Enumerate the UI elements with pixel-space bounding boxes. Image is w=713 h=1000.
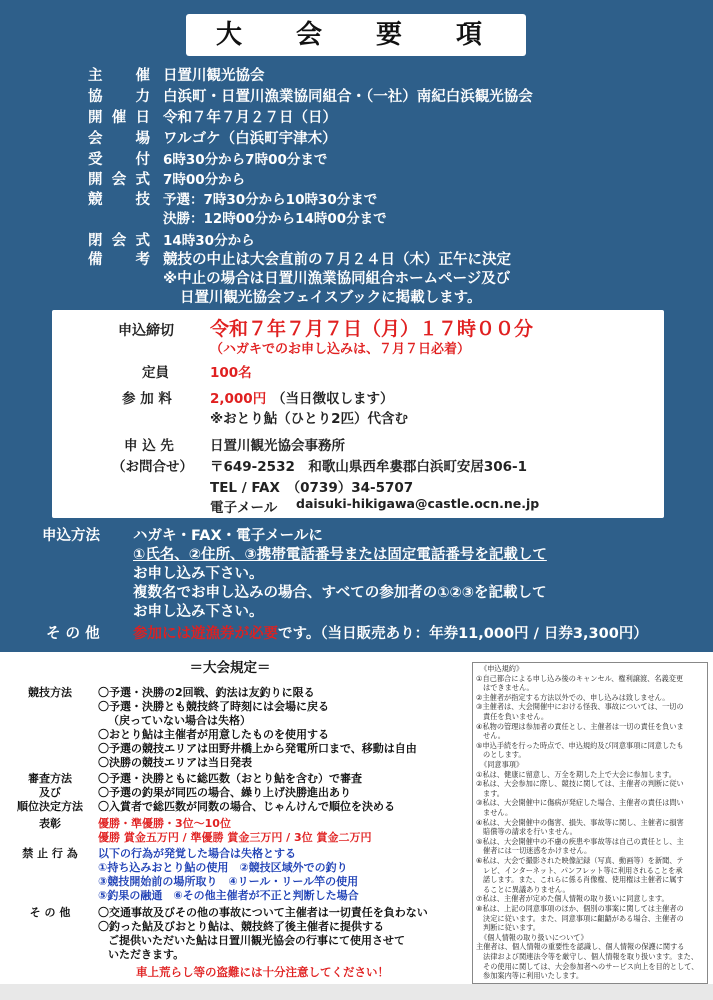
terms-line: 法律および関連法令等を厳守し、個人情報を取り扱います。また、 [483, 952, 699, 961]
info-label: 協 力 [88, 89, 150, 105]
contact-email: daisuki-hikigawa@castle.ocn.ne.jp [296, 496, 540, 511]
rules-label: そ の 他 [29, 906, 71, 919]
terms-line: 賠償等の請求を行いません。 [483, 827, 577, 837]
terms-line: はできません。 [483, 683, 534, 693]
method-label: 申込方法 [42, 528, 100, 544]
contact-email-label: 電子メール [210, 500, 278, 516]
rule-line: 〇釣った鮎及びおとり鮎は、競技終了後主催者に提供する [98, 920, 384, 933]
info-value: 日置川観光協会 [163, 68, 265, 84]
terms-line: 《同意事項》 [480, 760, 524, 769]
capacity-label: 定員 [142, 365, 169, 381]
application-box [52, 310, 664, 518]
terms-line: 決定に従います。また、同意事項に齟齬がある場合、主催者の [483, 913, 684, 923]
terms-line: 催者には一切迷惑をかけません。 [483, 846, 592, 856]
terms-line: ることに異議ありません。 [483, 884, 570, 894]
info-value: ※中止の場合は日置川漁業協同組合ホームページ及び [163, 271, 511, 287]
contact-org: 日置川観光協会事務所 [210, 438, 345, 454]
terms-line: ⑦私は、主催者が定めた個人情報の取り扱いに同意します。 [476, 894, 669, 904]
terms-line: ②主催者が指定する方法以外での、申し込みは致しません。 [476, 692, 670, 702]
info-value: 6時30分から7時00分まで [163, 152, 328, 168]
terms-line: 参加案内等に利用いたします。 [483, 971, 584, 981]
rule-line: （戻っていない場合は失格） [108, 714, 251, 727]
info-row-cooperation [0, 85, 713, 107]
terms-line: ④私は、大会開催中の傷害、損失、事故等に関し、主催者に損害 [476, 817, 684, 827]
rule-line: 〇予選・決勝の2回戦、釣法は友釣りに限る [98, 686, 315, 699]
info-row-date [0, 106, 713, 128]
info-value: 14時30分から [163, 233, 255, 249]
terms-line: ①私は、健康に留意し、万全を期した上で大会に参加します。 [476, 769, 676, 779]
theft-warning: 車上荒らし等の盗難には十分注意してください！ [136, 965, 389, 979]
method-line-3: お申し込み下さい。 [133, 566, 264, 582]
info-value: 競技の中止は大会直前の７月２４日（木）正午に決定 [163, 252, 511, 268]
rules-label: 表彰 [39, 817, 61, 830]
prohibited-line: ⑤釣果の融通 ⑥その他主催者が不正と判断した場合 [98, 889, 359, 902]
rule-line: 〇予選・決勝とも競技終了時刻には会場に戻る [98, 700, 329, 713]
contact-label: 申 込 先 [124, 438, 174, 454]
info-value: 予選：7時30分から10時30分まで [163, 192, 378, 208]
terms-line: 《申込規約》 [480, 664, 524, 673]
fee-note: （当日徴収します） [272, 391, 394, 407]
method-line-2: ①氏名、②住所、③携帯電話番号または固定電話番号を記載して [133, 547, 547, 563]
terms-line: ます。 [483, 788, 504, 798]
terms-line: 責任を負いません。 [483, 712, 549, 721]
prohibited-line: ③競技開始前の場所取り ④リール・リール竿の使用 [98, 875, 359, 888]
terms-line: ③主催者は、大会開催中における怪我、事故については、一切の [476, 702, 684, 712]
fishing-ticket-price: です。（当日販売あり：年券11,000円 / 日券3,300円） [278, 626, 648, 642]
footer-band [0, 984, 713, 1000]
info-label: 受 付 [88, 152, 150, 168]
info-value: ワルゴケ（白浜町宇津木） [163, 131, 337, 147]
terms-line: ④私物の管理は参加者の責任とし、主催者は一切の責任を負いま [476, 721, 684, 731]
info-row-opening [0, 168, 713, 190]
rules-title: ＝大会規定＝ [189, 660, 271, 676]
info-label: 閉会式 [88, 233, 150, 249]
terms-line: ⑤私は、大会開催中の不慮の疾患や事故等は自己の責任とし、主 [476, 836, 684, 846]
fishing-ticket-warning: 参加には遊漁券が必要 [133, 626, 278, 642]
terms-line: 主催者は、個人情報の重要性を認識し、個人情報の保護に関する [476, 942, 685, 952]
award-line: 優勝・準優勝・3位～10位 [98, 817, 231, 830]
info-value: 令和７年７月２７日（日） [163, 110, 337, 126]
rules-label: 及び [39, 786, 61, 799]
rules-label: 競技方法 [28, 686, 72, 699]
terms-line: その使用に関しては、大会参加者へのサービス向上を目的として、 [483, 961, 699, 971]
contact-tel: TEL / FAX （0739）34-5707 [210, 480, 414, 496]
info-row-final [0, 207, 713, 229]
info-row-reception [0, 148, 713, 170]
deadline-label: 申込締切 [118, 323, 174, 339]
terms-line: レビ、インターネット、パンフレット等に利用されることを承 [483, 865, 683, 875]
rule-line: ご提供いただいた鮎は日置川観光協会の行事にて使用させて [108, 934, 405, 947]
info-row-host [0, 64, 713, 86]
contact-label-2: （お問合せ） [112, 459, 193, 475]
rule-line: 〇おとり鮎は主催者が用意したものを使用する [98, 728, 329, 741]
fee-amount: 2,000円 [210, 391, 267, 407]
method-line-5: お申し込み下さい。 [133, 604, 264, 620]
info-label: 開会式 [88, 172, 150, 188]
info-label: 会 場 [88, 131, 150, 147]
terms-line: ①自己都合による申し込み後のキャンセル、権利譲渡、名義変更 [476, 673, 684, 683]
terms-line: ⑤申込手続を行った時点で、申込規約及び同意事項に同意したも [476, 740, 684, 750]
capacity-value: 100名 [210, 365, 252, 381]
info-value: 決勝：12時00分から14時00分まで [163, 211, 387, 227]
rules-label: 禁 止 行 為 [22, 847, 78, 860]
info-row-venue [0, 127, 713, 149]
terms-line: ②私は、大会参加に際し、競技に関しては、主催者の判断に従い [476, 779, 684, 789]
terms-line: 諾します。また、これらに係る肖像権、使用権は主催者に属す [483, 875, 684, 885]
rule-line: 〇決勝の競技エリアは当日発表 [98, 756, 252, 769]
rule-line: 〇交通事故及びその他の事故について主催者は一切責任を負わない [98, 906, 428, 919]
deadline-value: 令和７年７月７日（月）１７時００分 [210, 318, 534, 340]
terms-line: ⑧私は、上記の同意事項のほか、個別の事案に関しては主催者の [476, 904, 684, 913]
rules-label: 順位決定方法 [17, 800, 83, 813]
terms-line: 《個人情報の取り扱いについて》 [480, 932, 588, 942]
terms-line: せん。 [483, 731, 505, 741]
terms-line: ⑥私は、大会で撮影された映像記録（写真、動画等）を新聞、テ [476, 856, 684, 865]
prohibited-line: 以下の行為が発覚した場合は失格とする [98, 847, 296, 860]
terms-line: 判断に従います。 [483, 923, 540, 933]
terms-line: ません。 [483, 808, 513, 817]
rule-line: 〇予選・決勝ともに総匹数（おとり鮎を含む）で審査 [98, 772, 362, 785]
other-label: そ の 他 [46, 626, 100, 642]
method-line-4: 複数名でお申し込みの場合、すべての参加者の①②③を記載して [133, 585, 547, 601]
info-value: 7時00分から [163, 172, 246, 188]
contact-address: 〒649-2532 和歌山県西牟婁郡白浜町安居306-1 [210, 459, 528, 475]
rules-label: 審査方法 [28, 772, 72, 785]
info-label: 備 考 [88, 252, 150, 268]
rule-line: 〇入賞者で総匹数が同数の場合、じゃんけんで順位を決める [98, 800, 395, 813]
info-value: 白浜町・日置川漁業協同組合・（一社）南紀白浜観光協会 [163, 89, 533, 105]
rule-line: いただきます。 [108, 948, 185, 961]
terms-line: ③私は、大会開催中に傷病が発症した場合、主催者の責任は問い [476, 798, 684, 808]
method-line-1: ハガキ・FAX・電子メールに [133, 528, 323, 544]
rule-line: 〇予選の釣果が同匹の場合、繰り上げ決勝進出あり [98, 786, 351, 799]
rule-line: 〇予選の競技エリアは田野井橋上から発電所口まで、移動は自由 [98, 742, 417, 755]
deadline-note: （ハガキでのお申し込みは、７月７日必着） [210, 342, 471, 357]
info-label: 競 技 [88, 192, 150, 208]
info-value: 日置川観光協会フェイスブックに掲載します。 [180, 290, 482, 306]
info-label: 開催日 [88, 110, 150, 126]
page-title: 大 会 要 項 [186, 14, 526, 56]
prohibited-line: ①持ち込みおとり鮎の使用 ②競技区域外での釣り [98, 861, 348, 874]
info-row-notes-3 [0, 286, 713, 308]
fee-label: 参 加 料 [122, 391, 172, 407]
fee-sub: ※おとり鮎（ひとり2匹）代含む [210, 411, 409, 427]
terms-line: のとします。 [483, 750, 526, 760]
award-line: 優勝 賞金五万円 / 準優勝 賞金三万円 / 3位 賞金二万円 [98, 831, 372, 844]
info-label: 主 催 [88, 68, 150, 84]
